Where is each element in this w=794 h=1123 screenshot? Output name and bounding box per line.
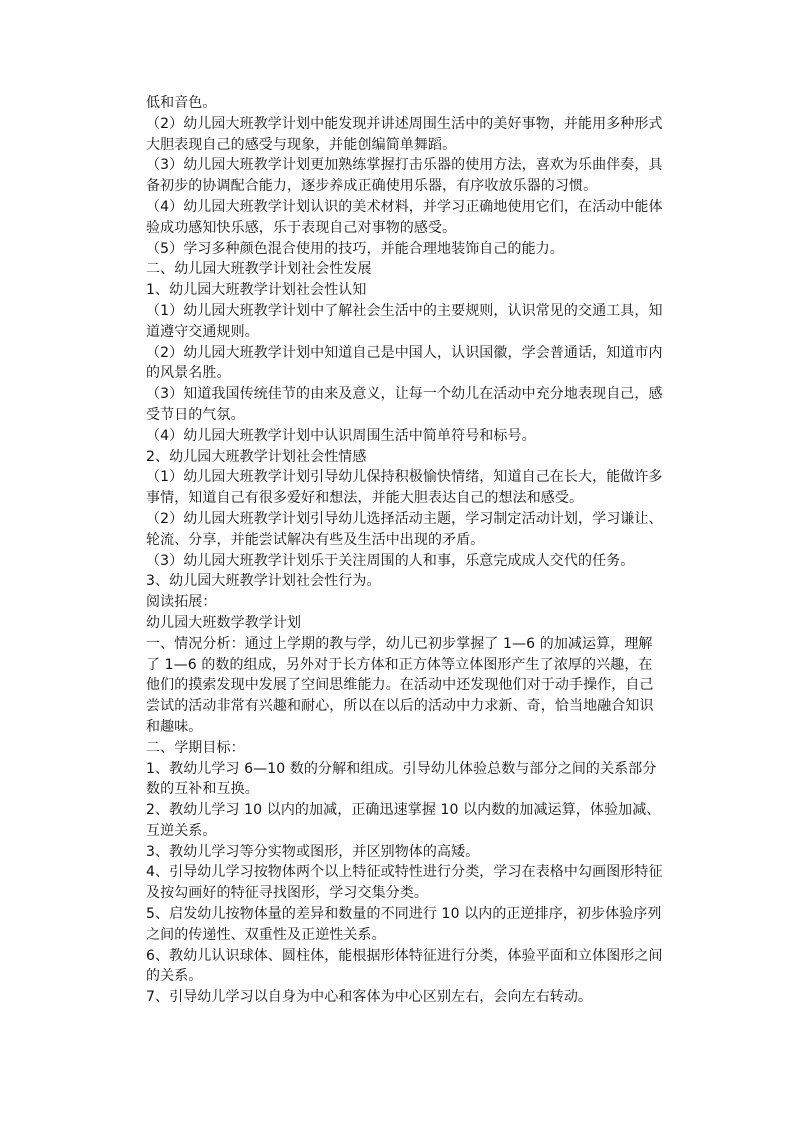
paragraph: （4）幼儿园大班教学计划中认识周围生活中简单符号和标号。 [146, 427, 536, 444]
subsection-heading: 1、幼儿园大班教学计划社会性认知 [146, 282, 367, 299]
list-item: 2、教幼儿学习 10 以内的加减，正确迅速掌握 10 以内数的加减运算，体验加减、互逆关系。 [146, 802, 661, 839]
section-heading: 二、学期目标： [146, 739, 245, 756]
paragraph: （3）幼儿园大班教学计划乐于关注周围的人和事，乐意完成成人交代的任务。 [146, 552, 635, 569]
section-heading: 二、幼儿园大班教学计划社会性发展 [146, 261, 372, 278]
list-item: 4、引导幼儿学习按物体两个以上特征或特性进行分类，学习在表格中勾画图形特征及按勾画好的特征寻找图形，学习交集分类。 [146, 864, 663, 902]
paragraph: （2）幼儿园大班教学计划引导幼儿选择活动主题，学习制定活动计划，学习谦让、轮流、分享，并能尝试解决有些及生活中出现的矛盾。 [146, 510, 663, 548]
list-item: 3、教幼儿学习等分实物或图形，并区别物体的高矮。 [146, 843, 480, 860]
subsection-heading: 2、幼儿园大班教学计划社会性情感 [146, 448, 367, 465]
paragraph: （3）幼儿园大班教学计划更加熟练掌握打击乐器的使用方法，喜欢为乐曲伴奏，具备初步的协调配合能力，逐步养成正确使用乐器，有序收放乐器的习惯。 [146, 157, 663, 195]
paragraph: （1）幼儿园大班教学计划中了解社会生活中的主要规则，认识常见的交通工具，知道遵守交通规则。 [146, 302, 663, 340]
document-body [146, 93, 666, 1008]
document-title: 幼儿园大班数学教学计划 [146, 614, 302, 631]
paragraph: （5）学习多种颜色混合使用的技巧，并能合理地装饰自己的能力。 [146, 240, 564, 257]
paragraph: （3）知道我国传统佳节的由来及意义，让每一个幼儿在活动中充分地表现自己，感受节日的气氛。 [146, 386, 663, 423]
paragraph: 一、情况分析：通过上学期的教与学，幼儿已初步掌握了 1—6 的加减运算，理解了 1—6 的数的组成，另外对于长方体和正方体等立体图形产生了浓厚的兴趣，在他们的摸索发现中发展了空间思维能力。在活动中还发现他们对于动手操作，自己尝试的活动非常有兴趣和耐心，所以在以后的活动中力求新、奇，恰当地融合知识和趣味。 [146, 635, 654, 735]
subsection-heading: 3、幼儿园大班教学计划社会性行为。 [146, 573, 381, 590]
list-item: 7、引导幼儿学习以自身为中心和客体为中心区别左右，会向左右转动。 [146, 989, 593, 1006]
paragraph: （2）幼儿园大班教学计划中知道自己是中国人，认识国徽，学会普通话，知道市内的风景名胜。 [146, 344, 663, 382]
list-item: 6、教幼儿认识球体、圆柱体，能根据形体特征进行分类，体验平面和立体图形之间的关系。 [146, 947, 663, 985]
paragraph: （4）幼儿园大班教学计划认识的美术材料，并学习正确地使用它们，在活动中能体验成功感知快乐感，乐于表现自己对事物的感受。 [146, 198, 663, 236]
list-item: 5、启发幼儿按物体量的差异和数量的不同进行 10 以内的正逆排序，初步体验序列之间的传递性、双重性及正逆性关系。 [146, 906, 662, 943]
paragraph: （1）幼儿园大班教学计划引导幼儿保持积极愉快情绪，知道自己在长大，能做许多事情，知道自己有很多爱好和想法，并能大胆表达自己的想法和感受。 [146, 469, 663, 507]
list-item: 1、教幼儿学习 6—10 数的分解和组成。引导幼儿体验总数与部分之间的关系部分数的互补和互换。 [146, 760, 657, 798]
paragraph: （2）幼儿园大班教学计划中能发现并讲述周围生活中的美好事物，并能用多种形式大胆表现自己的感受与现象，并能创编简单舞蹈。 [146, 115, 663, 153]
paragraph: 低和音色。 [146, 95, 217, 111]
reading-extension-label: 阅读拓展： [146, 594, 217, 611]
